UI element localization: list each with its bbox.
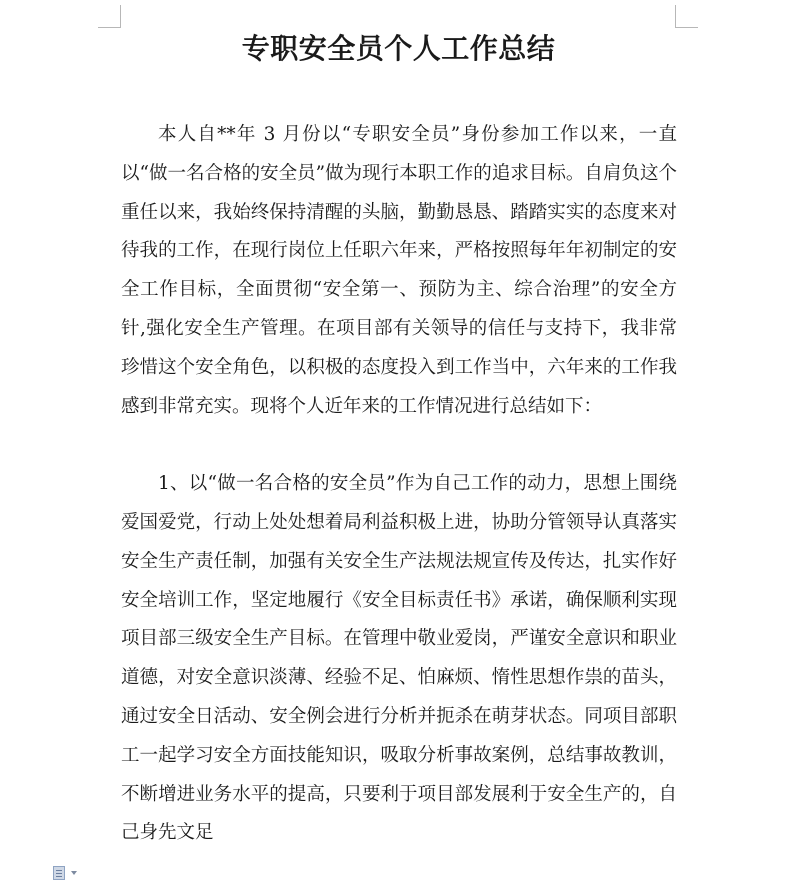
paragraph-item-1: 1、以“做一名合格的安全员”作为自己工作的动力，思想上围绕爱国爱党，行动上处处想着局利益积极上进，协助分管领导认真落实安全生产责任制，加强有关安全生产法规法规宣传及传达，扎实作好安全培训工作，坚定地履行《安全目标责任书》承诺，确保顺利实现项目部三级安全生产目标。在管理中敬业爱岗，严谨安全意识和职业道德，对安全意识淡薄、经验不足、怕麻烦、惰性思想作祟的苗头，通过安全日活动、安全例会进行分析并扼杀在萌芽状态。同项目部职工一起学习安全方面技能知识，吸取分析事故案例，总结事故教训，不断增进业务水平的提高，只要利于项目部发展利于安全生产的，自己身先文足	[121, 473, 677, 844]
document-title: 专职安全员个人工作总结	[241, 32, 556, 65]
chevron-down-icon[interactable]	[71, 871, 77, 875]
paragraph-intro: 本人自**年 3 月份以“专职安全员”身份参加工作以来，一直以“做一名合格的安全员”做为现行本职工作的追求目标。自肩负这个重任以来，我始终保持清醒的头脑，勤勤恳恳、踏踏实实的态度来对待我的工作，在现行岗位上任职六年来，严格按照每年年初制定的安全工作目标，全面贯彻“安全第一、预防为主、综合治理”的安全方针,强化安全生产管理。在项目部有关领导的信任与支持下，我非常珍惜这个安全角色，以积极的态度投入到工作当中，六年来的工作我感到非常充实。现将个人近年来的工作情况进行总结如下：	[121, 124, 677, 417]
crop-mark-top-left	[98, 5, 121, 28]
crop-mark-top-right	[675, 5, 698, 28]
document-icon[interactable]	[53, 866, 65, 880]
document-body[interactable]	[121, 116, 677, 853]
paragraph-spacer	[121, 426, 677, 465]
